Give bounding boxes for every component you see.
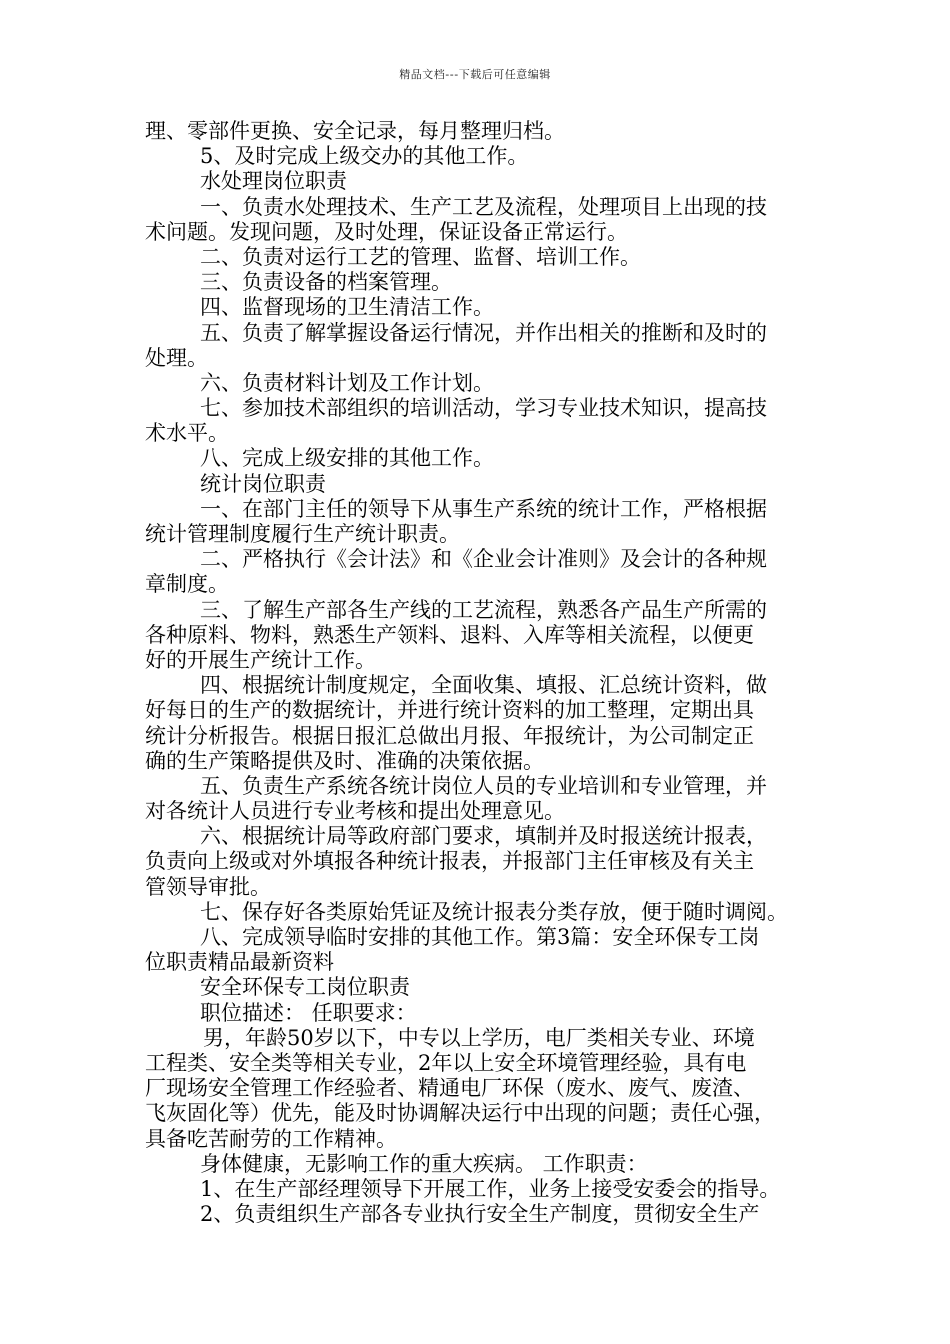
text-line: 对各统计人员进行专业考核和提出处理意见。 bbox=[145, 799, 565, 824]
text-line: 六、根据统计局等政府部门要求，填制并及时报送统计报表， bbox=[200, 824, 767, 849]
text-line: 统计分析报告。根据日报汇总做出月报、年报统计，为公司制定正 bbox=[145, 723, 754, 748]
text-line: 安全环保专工岗位职责 bbox=[200, 975, 410, 1000]
document-body bbox=[145, 119, 815, 1227]
text-line: 八、完成领导临时安排的其他工作。第3篇：安全环保专工岗 bbox=[200, 925, 760, 949]
text-line: 职位描述： 任职要求： bbox=[200, 1000, 417, 1025]
text-line: 1、在生产部经理领导下开展工作，业务上接受安委会的指导。 bbox=[200, 1176, 781, 1201]
text-line: 具备吃苦耐劳的工作精神。 bbox=[145, 1126, 397, 1151]
text-line: 各种原料、物料，熟悉生产领料、退料、入库等相关流程，以便更 bbox=[145, 622, 754, 647]
text-line: 统计岗位职责 bbox=[200, 471, 326, 496]
text-line: 一、在部门主任的领导下从事生产系统的统计工作，严格根据 bbox=[200, 496, 767, 521]
text-line: 身体健康，无影响工作的重大疾病。 工作职责： bbox=[200, 1151, 648, 1176]
text-line: 5、及时完成上级交办的其他工作。 bbox=[200, 144, 529, 169]
text-line: 处理。 bbox=[145, 345, 208, 370]
text-line: 统计管理制度履行生产统计职责。 bbox=[145, 522, 460, 546]
text-line: 二、负责对运行工艺的管理、监督、培训工作。 bbox=[200, 244, 641, 269]
text-line: 男，年龄50岁以下，中专以上学历，电厂类相关专业、环境 bbox=[203, 1025, 755, 1050]
text-line: 好的开展生产统计工作。 bbox=[145, 647, 376, 672]
text-line: 工程类、安全类等相关专业，2年以上安全环境管理经验，具有电 bbox=[145, 1050, 747, 1075]
text-line: 好每日的生产的数据统计，并进行统计资料的加工整理，定期出具 bbox=[145, 698, 754, 723]
text-line: 位职责精品最新资料 bbox=[145, 950, 334, 975]
text-line: 2、负责组织生产部各专业执行安全生产制度，贯彻安全生产 bbox=[200, 1202, 760, 1227]
text-line: 四、根据统计制度规定，全面收集、填报、汇总统计资料，做 bbox=[200, 673, 767, 698]
text-line: 管领导审批。 bbox=[145, 874, 271, 899]
text-line: 一、负责水处理技术、生产工艺及流程，处理项目上出现的技 bbox=[200, 194, 767, 219]
text-line: 八、完成上级安排的其他工作。 bbox=[200, 446, 494, 471]
text-line: 理、零部件更换、安全记录，每月整理归档。 bbox=[145, 119, 565, 143]
text-line: 七、保存好各类原始凭证及统计报表分类存放，便于随时调阅。 bbox=[200, 899, 788, 924]
text-line: 六、负责材料计划及工作计划。 bbox=[200, 370, 494, 395]
text-line: 三、负责设备的档案管理。 bbox=[200, 270, 452, 295]
text-line: 二、严格执行《会计法》和《企业会计准则》及会计的各种规 bbox=[200, 547, 767, 572]
text-line: 七、参加技术部组织的培训活动，学习专业技术知识，提高技 bbox=[200, 396, 767, 421]
text-line: 五、负责了解掌握设备运行情况，并作出相关的推断和及时的 bbox=[200, 320, 767, 345]
page-header: 精品文档---下载后可任意编辑 bbox=[399, 68, 551, 81]
text-line: 三、了解生产部各生产线的工艺流程，熟悉各产品生产所需的 bbox=[200, 597, 767, 622]
text-line: 飞灰固化等）优先，能及时协调解决运行中出现的问题；责任心强， bbox=[145, 1101, 775, 1126]
text-line: 水处理岗位职责 bbox=[200, 169, 347, 194]
text-line: 章制度。 bbox=[145, 572, 229, 597]
text-line: 术水平。 bbox=[145, 421, 229, 446]
text-line: 术问题。发现问题，及时处理，保证设备正常运行。 bbox=[145, 219, 628, 244]
text-line: 五、负责生产系统各统计岗位人员的专业培训和专业管理，并 bbox=[200, 773, 767, 798]
text-line: 厂现场安全管理工作经验者、精通电厂环保（废水、废气、废渣、 bbox=[145, 1076, 754, 1101]
text-line: 确的生产策略提供及时、准确的决策依据。 bbox=[145, 748, 544, 773]
text-line: 负责向上级或对外填报各种统计报表，并报部门主任审核及有关主 bbox=[145, 849, 754, 874]
text-line: 四、监督现场的卫生清洁工作。 bbox=[200, 295, 494, 320]
